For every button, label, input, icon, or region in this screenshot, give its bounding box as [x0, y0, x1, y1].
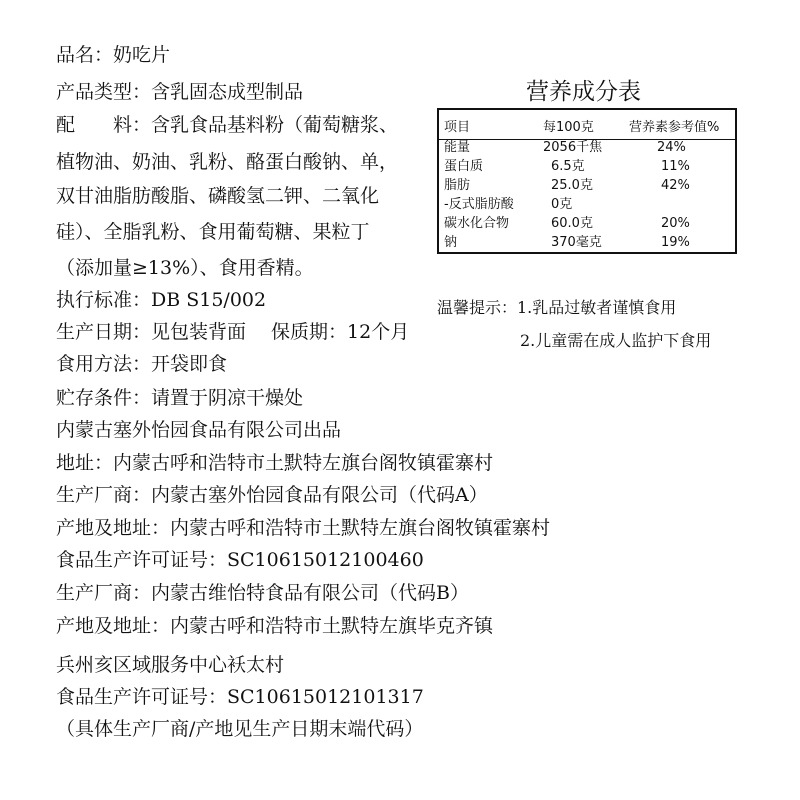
nutrient-nrv: 20% — [661, 216, 690, 231]
nutrient-nrv: 42% — [661, 178, 690, 193]
table-row — [439, 215, 735, 233]
table-row — [439, 234, 735, 252]
product-type: 产品类型：含乳固态成型制品 — [56, 81, 304, 103]
header-nrv: 营养素参考值% — [629, 120, 720, 135]
nutrient-value: 25.0克 — [551, 178, 593, 193]
ingredients-line-5: （添加量≥13%）、食用香精。 — [56, 257, 314, 279]
nutrition-table-title: 营养成分表 — [526, 79, 641, 105]
nutrition-table — [437, 108, 737, 254]
nutrient-nrv: 19% — [661, 235, 690, 250]
warm-tip-line-2: 2.儿童需在成人监护下食用 — [520, 331, 712, 350]
table-row — [439, 158, 735, 176]
address-line: 地址：内蒙古呼和浩特市土默特左旗台阁牧镇霍寨村 — [56, 452, 494, 474]
origin-a-line: 产地及地址：内蒙古呼和浩特市土默特左旗台阁牧镇霍寨村 — [56, 517, 551, 539]
nutrient-name: 能量 — [444, 140, 471, 155]
manufacturer-b-line: 生产厂商：内蒙古维怡特食品有限公司（代码B） — [56, 582, 469, 604]
header-per-100g: 每100克 — [543, 120, 594, 135]
manufacturer-a-line: 生产厂商：内蒙古塞外怡园食品有限公司（代码A） — [56, 484, 488, 506]
brand-line: 内蒙古塞外怡园食品有限公司出品 — [56, 419, 342, 441]
nutrient-value: 60.0克 — [551, 216, 593, 231]
nutrient-name: 钠 — [444, 235, 458, 250]
ingredients-line-4: 硅）、全脂乳粉、食用葡萄糖、果粒丁 — [56, 221, 370, 243]
nutrient-nrv: 24% — [657, 140, 686, 155]
nutrition-table-header — [439, 119, 735, 137]
table-row — [439, 177, 735, 195]
date-shelf-life-line: 生产日期：见包装背面 保质期：12个月 — [56, 321, 410, 343]
warm-tip-line-1: 温馨提示：1.乳品过敏者谨慎食用 — [437, 298, 677, 317]
nutrient-value: 6.5克 — [551, 159, 585, 174]
standard-line: 执行标准：DB S15/002 — [56, 289, 267, 311]
nutrient-value: 2056千焦 — [543, 140, 603, 155]
ingredients-line-1: 配 料：含乳食品基料粉（葡萄糖浆、 — [56, 114, 399, 136]
table-row — [439, 139, 735, 157]
header-item: 项目 — [444, 120, 471, 135]
nutrient-name: 碳水化合物 — [444, 216, 510, 231]
nutrient-nrv: 11% — [661, 159, 690, 174]
product-name: 品名：奶吃片 — [56, 44, 171, 66]
origin-b-line-cont: 兵州亥区域服务中心袄太村 — [56, 654, 285, 676]
ingredients-line-2: 植物油、奶油、乳粉、酪蛋白酸钠、单， — [56, 151, 399, 173]
license-a-line: 食品生产许可证号：SC10615012100460 — [56, 549, 424, 571]
nutrient-name: -反式脂肪酸 — [444, 197, 514, 212]
storage-line: 贮存条件：请置于阴凉干燥处 — [56, 387, 304, 409]
nutrient-name: 脂肪 — [444, 178, 471, 193]
nutrient-name: 蛋白质 — [444, 159, 484, 174]
usage-line: 食用方法：开袋即食 — [56, 353, 228, 375]
license-b-line: 食品生产许可证号：SC10615012101317 — [56, 686, 424, 708]
origin-b-line: 产地及地址：内蒙古呼和浩特市土默特左旗毕克齐镇 — [56, 615, 494, 637]
code-note-line: （具体生产厂商/产地见生产日期末端代码） — [56, 718, 424, 740]
nutrient-value: 370毫克 — [551, 235, 602, 250]
ingredients-line-3: 双甘油脂肪酸脂、磷酸氢二钾、二氧化 — [56, 185, 380, 207]
table-row — [439, 196, 735, 214]
nutrient-value: 0克 — [551, 197, 573, 212]
